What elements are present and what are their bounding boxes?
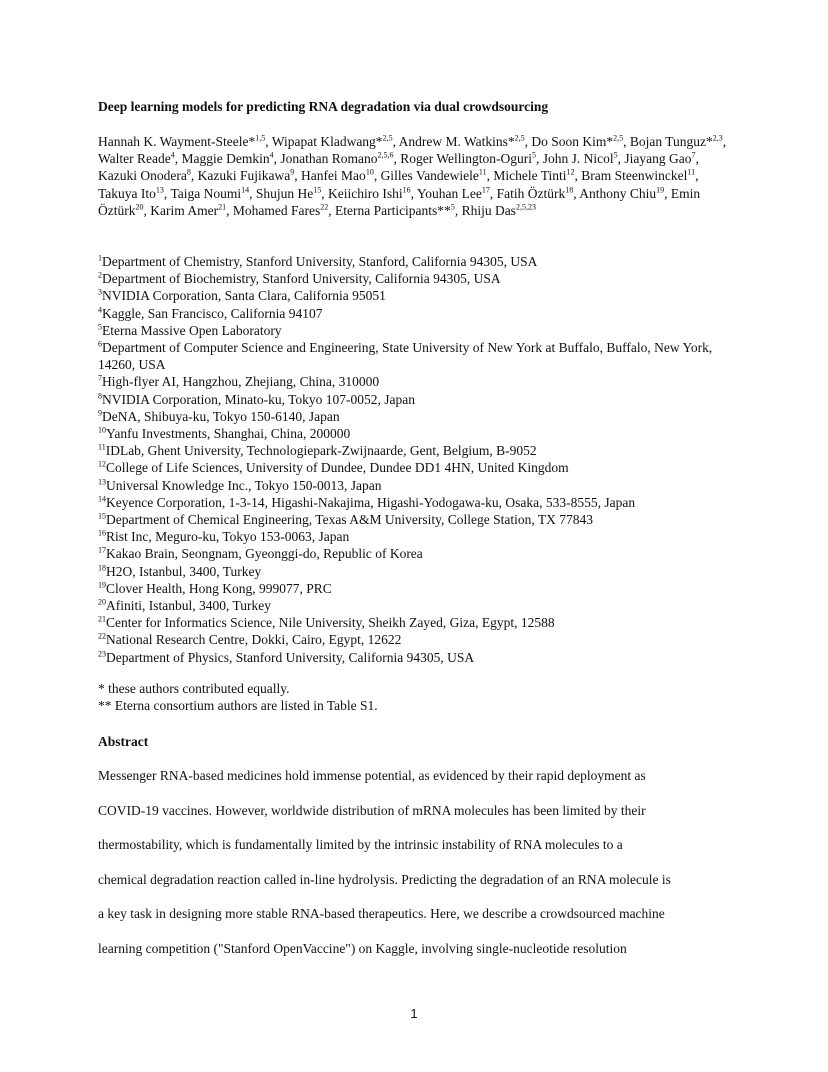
author-affiliation-marker: 5 [613,150,618,160]
affiliation-number: 4 [98,305,102,315]
author-name: John J. Nicol [542,151,614,167]
affiliation-number: 19 [98,580,106,590]
author-name: Jiayang Gao [624,151,692,167]
author-name: Do Soon Kim* [531,134,614,149]
author-separator: , [143,202,151,218]
author-affiliation-marker: 9 [290,167,295,177]
author-affiliation-marker: 4 [269,150,274,160]
author-separator: , [373,168,381,184]
affiliation-text: High-flyer AI, Hangzhou, Zhejiang, China, 310000 [102,374,380,390]
affiliation-text: IDLab, Ghent University, Technologiepark-Zwijnaarde, Gent, Belgium, B-9052 [105,443,537,459]
author-separator: , [623,134,630,149]
affiliation-number: 12 [98,459,106,469]
author-note: ** Eterna consortium authors are listed in Table S1. [98,697,378,713]
author-separator: , [695,168,699,184]
author-name: Eterna Participants** [334,202,451,218]
affiliation-item [98,442,734,459]
affiliation-item [98,373,734,390]
author-name: Gilles Vandewiele [380,168,479,184]
affiliation-number: 1 [98,253,102,263]
affiliation-item [98,459,734,476]
author-name: Mohamed Fares [232,202,321,218]
affiliation-text: NVIDIA Corporation, Minato-ku, Tokyo 107-0052, Japan [102,391,416,407]
affiliation-number: 17 [98,545,106,555]
abstract-line: learning competition ("Stanford OpenVaccine") on Kaggle, involving single-nucleotide resolution [98,940,627,956]
affiliation-number: 8 [98,391,102,401]
affiliation-item [98,270,734,287]
author-separator: , [273,151,281,167]
abstract-line: chemical degradation reaction called in-line hydrolysis. Predicting the degradation of an RNA molecule is [98,871,671,887]
affiliation-number: 20 [98,597,106,607]
affiliation-text: Afiniti, Istanbul, 3400, Turkey [106,598,272,614]
author-affiliation-marker: 17 [481,185,490,195]
author-separator: , [321,185,328,201]
abstract-line: COVID-19 vaccines. However, worldwide distribution of mRNA molecules has been limited by their [98,802,646,818]
affiliation-item [98,287,734,304]
author-separator: , [226,202,233,218]
author-affiliation-marker: 21 [218,202,227,212]
author-separator: , [174,151,182,167]
author-separator: , [294,168,301,184]
affiliation-text: Department of Chemical Engineering, Texas A&M University, College Station, TX 77843 [106,512,593,528]
affiliation-text: Kakao Brain, Seongnam, Gyeonggi-do, Republic of Korea [106,546,423,562]
affiliation-text: Yanfu Investments, Shanghai, China, 200000 [106,426,351,442]
author-name: Bram Steenwinckel [581,168,688,184]
affiliation-item [98,631,734,648]
affiliation-text: Department of Computer Science and Engineering, State University of New York at Buffalo, Buffalo, New York, 14260, USA [98,340,713,373]
author-affiliation-marker: 15 [313,185,322,195]
affiliation-number: 16 [98,528,106,538]
author-separator: , [617,151,625,167]
author-name: Fatih Öztürk [496,185,566,201]
author-separator: , [328,202,335,218]
affiliation-number: 11 [98,442,106,452]
author-name: Youhan Lee [416,185,482,201]
author-affiliation-marker: 2,5,23 [515,202,536,212]
author-name: Kazuki Onodera [98,168,187,184]
author-affiliation-marker: 2,5,6 [377,150,394,160]
abstract-heading: Abstract [98,734,149,749]
author-name: Hannah K. Wayment-Steele* [98,134,256,149]
affiliation-item [98,545,734,562]
author-affiliation-marker: 2,5 [613,133,624,143]
affiliation-text: Universal Knowledge Inc., Tokyo 150-0013, Japan [106,477,382,493]
affiliation-number: 10 [98,425,106,435]
author-name: Kazuki Fujikawa [197,168,291,184]
affiliation-number: 6 [98,339,102,349]
author-name: Rhiju Das [461,202,516,218]
author-affiliation-marker: 8 [186,167,191,177]
author-affiliation-marker: 5 [450,202,455,212]
author-separator: , [265,134,272,149]
author-name: Hanfei Mao [300,168,366,184]
affiliation-item [98,614,734,631]
affiliation-item [98,511,734,528]
author-name: Michele Tinti [493,168,567,184]
affiliation-text: Clover Health, Hong Kong, 999077, PRC [106,580,332,596]
affiliation-item [98,305,734,322]
abstract-line: Messenger RNA-based medicines hold immense potential, as evidenced by their rapid deployment as [98,768,646,783]
author-affiliation-marker: 7 [691,150,696,160]
affiliation-item [98,477,734,494]
author-affiliation-marker: 11 [687,167,696,177]
affiliation-text: Department of Physics, Stanford University, California 94305, USA [106,649,475,665]
affiliation-number: 23 [98,649,106,659]
affiliation-text: College of Life Sciences, University of Dundee, Dundee DD1 4HN, United Kingdom [106,460,569,476]
author-separator: , [163,185,171,201]
author-separator: , [489,185,497,201]
author-notes [98,681,734,714]
author-name: Roger Wellington-Oguri [400,151,533,167]
affiliation-item [98,597,734,614]
affiliation-item [98,649,734,666]
author-separator: , [486,168,494,184]
author-affiliation-marker: 20 [135,202,144,212]
author-name: Keiichiro Ishi [327,185,403,201]
affiliation-number: 18 [98,563,106,573]
page-number: 1 [410,1006,418,1021]
abstract-line: a key task in designing more stable RNA-based therapeutics. Here, we describe a crowdsourced machine [98,906,665,921]
author-affiliation-marker: 2,3 [712,133,723,143]
affiliation-number: 13 [98,477,106,487]
affiliation-number: 7 [98,373,102,383]
affiliation-text: Department of Chemistry, Stanford University, Stanford, California 94305, USA [102,254,538,269]
affiliation-text: National Research Centre, Dokki, Cairo, Egypt, 12622 [106,632,402,648]
affiliation-number: 2 [98,270,102,280]
author-name: Bojan Tunguz* [629,134,713,149]
affiliation-item [98,339,734,373]
affiliation-text: DeNA, Shibuya-ku, Tokyo 150-6140, Japan [102,408,340,424]
author-separator: , [664,185,671,201]
author-list [98,133,734,219]
affiliation-text: Center for Informatics Science, Nile University, Sheikh Zayed, Giza, Egypt, 12588 [106,615,555,631]
author-affiliation-marker: 4 [170,150,175,160]
affiliation-number: 9 [98,408,102,418]
abstract-line: thermostability, which is fundamentally limited by the intrinsic instability of RNA molecules to a [98,837,623,852]
author-separator: , [524,134,532,149]
affiliation-item [98,580,734,597]
author-separator: , [722,134,727,149]
author-name: Emin Öztürk [98,185,701,218]
author-affiliation-marker: 2,5 [382,133,393,143]
affiliation-text: Kaggle, San Francisco, California 94107 [102,305,323,321]
author-name: Walter Reade [98,151,171,167]
affiliation-list [98,253,734,666]
author-affiliation-marker: 18 [565,185,574,195]
author-separator: , [454,202,462,218]
author-name: Anthony Chiu [579,185,657,201]
affiliation-text: Department of Biochemistry, Stanford University, California 94305, USA [102,271,501,287]
author-separator: , [536,151,543,167]
affiliation-text: Rist Inc, Meguro-ku, Tokyo 153-0063, Japan [106,529,350,545]
author-affiliation-marker: 13 [155,185,164,195]
affiliation-item [98,563,734,580]
author-affiliation-marker: 1,5 [255,133,266,143]
author-name: Karim Amer [150,202,219,218]
author-note: * these authors contributed equally. [98,681,290,696]
affiliation-number: 14 [98,494,106,504]
affiliation-number: 3 [98,287,102,297]
affiliation-item [98,425,734,442]
affiliation-text: NVIDIA Corporation, Santa Clara, California 95051 [102,288,386,304]
author-affiliation-marker: 16 [402,185,411,195]
author-separator: , [695,151,699,167]
abstract-body [98,767,738,974]
affiliation-number: 15 [98,511,106,521]
author-name: Andrew M. Watkins* [398,134,515,149]
affiliation-item [98,253,734,270]
affiliation-text: Keyence Corporation, 1-3-14, Higashi-Nakajima, Higashi-Yodogawa-ku, Osaka, 533-8555, Japan [106,494,636,510]
author-separator: , [410,185,417,201]
author-separator: , [573,185,580,201]
author-affiliation-marker: 14 [241,185,250,195]
author-affiliation-marker: 19 [656,185,665,195]
affiliation-item [98,494,734,511]
affiliation-item [98,322,734,339]
affiliation-text: Eterna Massive Open Laboratory [102,322,282,338]
author-separator: , [392,134,399,149]
author-affiliation-marker: 22 [320,202,329,212]
affiliation-item [98,408,734,425]
author-name: Maggie Demkin [181,151,270,167]
affiliation-item [98,528,734,545]
affiliation-item [98,391,734,408]
author-affiliation-marker: 10 [365,167,374,177]
author-affiliation-marker: 5 [532,150,537,160]
affiliation-number: 21 [98,614,106,624]
author-affiliation-marker: 11 [478,167,487,177]
author-separator: , [249,185,256,201]
author-name: Takuya Ito [98,185,156,201]
author-separator: , [574,168,582,184]
author-name: Shujun He [255,185,314,201]
affiliation-number: 22 [98,631,106,641]
author-name: Jonathan Romano [280,151,378,167]
author-separator: , [190,168,198,184]
author-affiliation-marker: 12 [566,167,575,177]
affiliation-number: 5 [98,322,102,332]
affiliation-text: H2O, Istanbul, 3400, Turkey [106,563,262,579]
paper-title: Deep learning models for predicting RNA degradation via dual crowdsourcing [98,99,549,114]
author-name: Wipapat Kladwang* [271,134,383,149]
author-separator: , [393,151,401,167]
author-name: Taiga Noumi [170,185,242,201]
author-affiliation-marker: 2,5 [514,133,525,143]
